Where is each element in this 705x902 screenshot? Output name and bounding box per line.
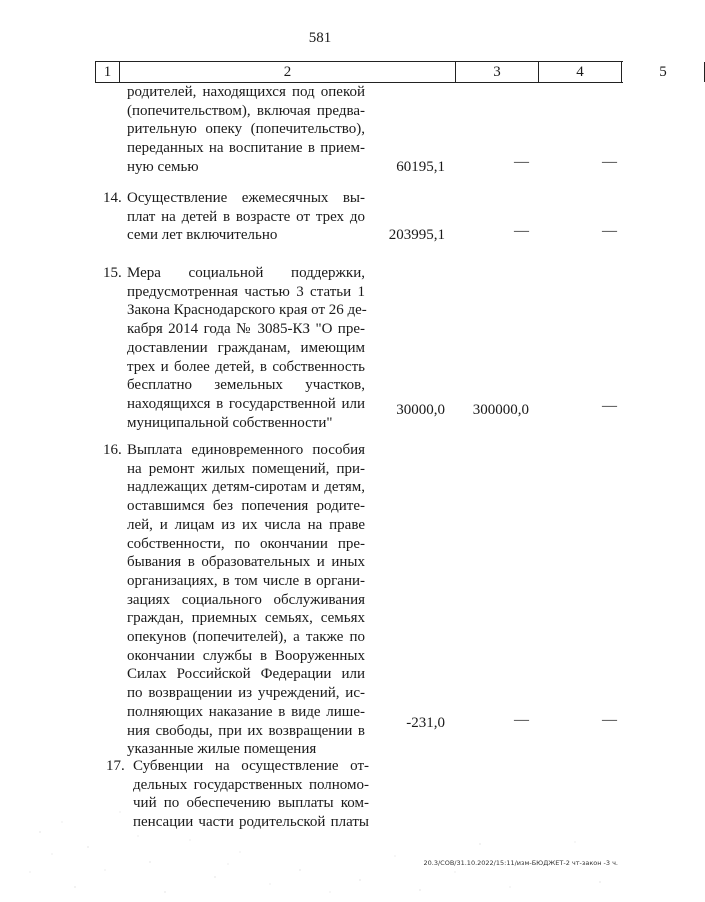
- description-line: муниципальной собственности": [127, 414, 333, 431]
- description-line: лей, и лицам из их числа на праве: [127, 516, 365, 533]
- description-line: находящихся в государственной или: [127, 395, 365, 412]
- description-line: кабря 2014 года № 3085-КЗ "О пре-: [127, 321, 365, 338]
- description-line: граждан, приемных семьях, семьях: [127, 610, 365, 627]
- row-value-col3: 30000,0: [396, 402, 445, 418]
- row-number: 16.: [103, 442, 122, 458]
- description-line: на ремонт жилых помещений, при-: [127, 460, 365, 477]
- description-line: переданных на воспитание в прием-: [127, 140, 365, 157]
- description-line: Мера социальной поддержки,: [127, 265, 365, 281]
- row-value-col5: —: [602, 398, 617, 414]
- description-line: указанные жилые помещения: [127, 741, 317, 758]
- row-value-col4: —: [514, 223, 529, 239]
- description-line: чий по обеспечению выплаты ком-: [133, 795, 369, 812]
- description-line: собственности, по окончании пре-: [127, 535, 365, 552]
- description-line: Выплата единовременного пособия: [127, 442, 365, 458]
- description-line: плат на детей в возрасте от трех до: [127, 208, 365, 225]
- description-line: Закона Краснодарского края от 26 де-: [127, 302, 367, 319]
- document-code: 20.3/СОВ/31.10.2022/15:11/изм-БЮДЖЕТ-2 чт-закон -3 ч.: [423, 859, 618, 867]
- row-number: 17.: [106, 758, 125, 774]
- row-number: 14.: [103, 190, 122, 206]
- row-value-col5: —: [602, 223, 617, 239]
- row-description: [127, 441, 365, 759]
- row-number: 15.: [103, 265, 122, 281]
- header-col-4: 4: [538, 62, 621, 82]
- row-value-col3: -231,0: [406, 715, 445, 731]
- row-description: [133, 757, 369, 832]
- description-line: бывания в образовательных и иных: [127, 554, 365, 571]
- header-col-1: 1: [95, 62, 119, 82]
- row-value-col5: —: [602, 154, 617, 170]
- description-line: Силах Российской Федерации или: [127, 666, 365, 683]
- description-line: полняющих наказание в виде лише-: [127, 703, 365, 720]
- description-line: Осуществление ежемесячных вы-: [127, 190, 365, 206]
- description-line: зациях социального обслуживания: [127, 591, 365, 608]
- description-line: надлежащих детям-сиротам и детям,: [127, 479, 365, 496]
- row-value-col3: 60195,1: [396, 158, 445, 175]
- row-value-col4: 300000,0: [472, 402, 529, 418]
- description-line: окончании службы в Вооруженных: [127, 647, 365, 664]
- row-value-col3: 203995,1: [388, 227, 445, 244]
- description-line: Субвенции на осуществление от-: [133, 758, 369, 774]
- description-line: оставшимся без попечения родите-: [127, 498, 365, 515]
- description-line: дельных государственных полномо-: [133, 776, 369, 793]
- header-col-5: 5: [621, 62, 705, 82]
- row-description: [127, 189, 365, 245]
- header-col-3: 3: [455, 62, 538, 82]
- description-line: родителей, находящихся под опекой: [127, 84, 365, 100]
- description-line: опекунов (попечителей), а также по: [127, 629, 365, 646]
- description-line: трех и более детей, в собственность: [127, 358, 365, 375]
- description-line: ния свободы, при их возвращении в: [127, 722, 365, 739]
- description-line: пенсации части родительской платы: [133, 814, 369, 831]
- description-line: по возвращении из учреждений, ис-: [127, 685, 365, 702]
- row-description: [127, 83, 365, 177]
- description-line: семи лет включительно: [127, 227, 278, 244]
- description-line: доставлении гражданам, имеющим: [127, 339, 365, 356]
- page-number: 581: [308, 30, 332, 46]
- description-line: ную семью: [127, 158, 199, 175]
- header-col-2: 2: [119, 62, 455, 82]
- description-line: (попечительством), включая предва-: [127, 102, 365, 119]
- row-description: [127, 264, 365, 432]
- description-line: рительную опеку (попечительство),: [127, 121, 365, 138]
- description-line: бесплатно земельных участков,: [127, 377, 365, 394]
- row-value-col5: —: [602, 712, 617, 728]
- description-line: организациях, в том числе в органи-: [127, 572, 365, 589]
- description-line: предусмотренная частью 3 статьи 1: [127, 283, 365, 300]
- table-header-row: [95, 61, 667, 83]
- row-value-col4: —: [514, 154, 529, 170]
- row-value-col4: —: [514, 712, 529, 728]
